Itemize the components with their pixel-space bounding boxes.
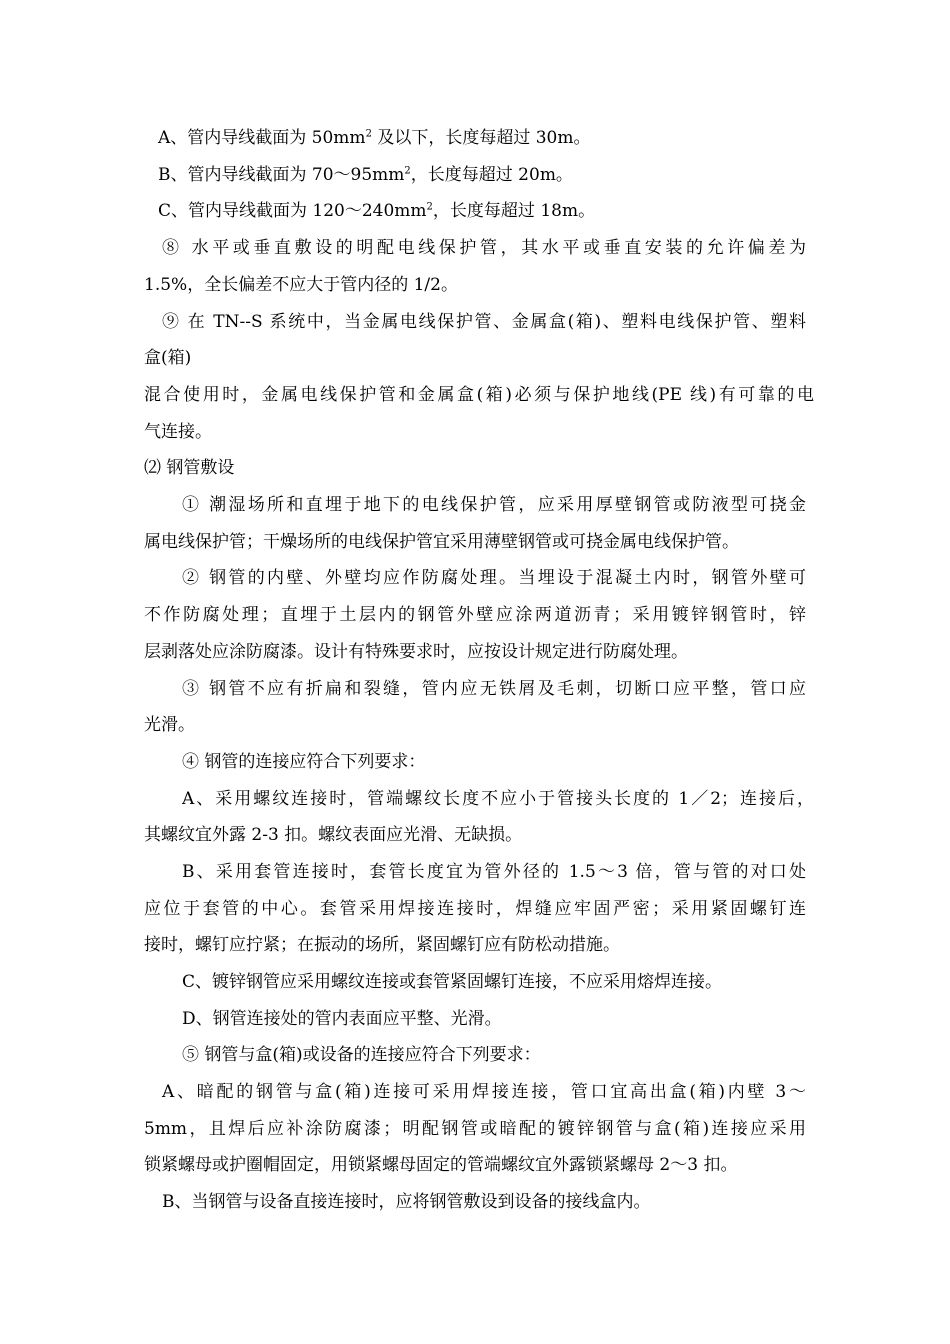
text-line: A、暗配的钢管与盒(箱)连接可采用焊接连接，管口宜高出盒(箱)内壁 3～ (162, 1082, 806, 1102)
text-line: 不作防腐处理；直埋于土层内的钢管外壁应涂两道沥青；采用镀锌钢管时，锌 (144, 605, 806, 625)
text-line: A、管内导线截面为 $50mm^2$ 及以下，长度每超过 30m。 (158, 128, 591, 148)
text-line: 盒(箱) (144, 348, 192, 368)
text-line: D、钢管连接处的管内表面应平整、光滑。 (182, 1009, 502, 1029)
text-line: 层剥落处应涂防腐漆。设计有特殊要求时，应按设计规定进行防腐处理。 (144, 642, 688, 662)
text-line: ③ 钢管不应有折扁和裂缝，管内应无铁屑及毛刺，切断口应平整，管口应 (182, 679, 806, 699)
text-line: ② 钢管的内壁、外壁均应作防腐处理。当埋设于混凝土内时，钢管外壁可 (182, 568, 806, 588)
text-line: C、管内导线截面为 $120\sim 240mm^2$，长度每超过 18m。 (158, 201, 596, 221)
text-line: A、采用螺纹连接时，管端螺纹长度不应小于管接头长度的 1／2；连接后， (182, 789, 814, 809)
text-line: B、采用套管连接时，套管长度宜为管外径的 1.5～3 倍，管与管的对口处 (182, 862, 806, 882)
text-line: 接时，螺钉应拧紧；在振动的场所，紧固螺钉应有防松动措施。 (144, 935, 620, 955)
text-line: C、镀锌钢管应采用螺纹连接或套管紧固螺钉连接，不应采用熔焊连接。 (182, 972, 723, 992)
text-line: B、管内导线截面为 $70\sim 95mm^2$，长度每超过 20m。 (158, 165, 573, 185)
text-line: ⑨ 在 TN--S 系统中，当金属电线保护管、金属盒(箱)、塑料电线保护管、塑料 (162, 312, 806, 332)
text-line: ④ 钢管的连接应符合下列要求： (182, 752, 426, 772)
section-heading: ⑵ 钢管敷设 (144, 458, 235, 478)
text-line: ⑧ 水平或垂直敷设的明配电线保护管，其水平或垂直安装的允许偏差为 (162, 238, 806, 258)
text-line: 锁紧螺母或护圈帽固定，用锁紧螺母固定的管端螺纹宜外露锁紧螺母 2～3 扣。 (144, 1155, 738, 1175)
text-line: 其螺纹宜外露 2-3 扣。螺纹表面应光滑、无缺损。 (144, 825, 523, 845)
text-line: 混合使用时，金属电线保护管和金属盒(箱)必须与保护地线(PE 线)有可靠的电 (144, 385, 814, 405)
text-line: ① 潮湿场所和直埋于地下的电线保护管，应采用厚壁钢管或防液型可挠金 (182, 495, 806, 515)
text-line: 5mm，且焊后应补涂防腐漆；明配钢管或暗配的镀锌钢管与盒(箱)连接应采用 (144, 1119, 806, 1139)
text-line: 1.5%，全长偏差不应大于管内径的 1/2。 (144, 275, 458, 295)
text-line: 光滑。 (144, 715, 195, 735)
text-line: 属电线保护管；干燥场所的电线保护管宜采用薄壁钢管或可挠金属电线保护管。 (144, 532, 739, 552)
text-line: ⑤ 钢管与盒(箱)或设备的连接应符合下列要求： (182, 1045, 541, 1065)
text-line: B、当钢管与设备直接连接时，应将钢管敷设到设备的接线盒内。 (162, 1192, 651, 1212)
text-line: 气连接。 (144, 422, 212, 442)
text-line: 应位于套管的中心。套管采用焊接连接时，焊缝应牢固严密；采用紧固螺钉连 (144, 899, 806, 919)
